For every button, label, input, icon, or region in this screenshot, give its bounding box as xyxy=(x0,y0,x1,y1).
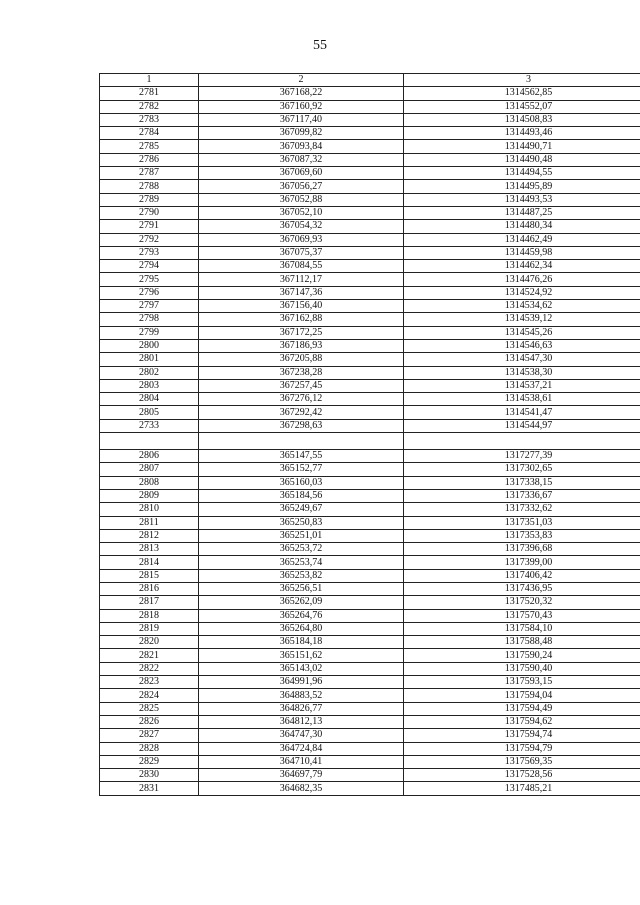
y-coordinate-cell: 1314493,53 xyxy=(404,193,640,206)
x-coordinate-cell: 365152,77 xyxy=(199,463,404,476)
table-row xyxy=(100,476,640,489)
point-number-cell: 2825 xyxy=(100,702,199,715)
x-coordinate-cell: 367276,12 xyxy=(199,393,404,406)
point-number-cell: 2803 xyxy=(100,379,199,392)
y-coordinate-cell: 1317353,83 xyxy=(404,529,640,542)
y-coordinate-cell xyxy=(404,433,640,450)
x-coordinate-cell: 364724,84 xyxy=(199,742,404,755)
y-coordinate-cell: 1317594,79 xyxy=(404,742,640,755)
x-coordinate-cell: 367298,63 xyxy=(199,419,404,432)
point-number-cell: 2808 xyxy=(100,476,199,489)
table-header-row xyxy=(100,74,640,87)
x-coordinate-cell: 365249,67 xyxy=(199,503,404,516)
y-coordinate-cell: 1317588,48 xyxy=(404,636,640,649)
y-coordinate-cell: 1314546,63 xyxy=(404,339,640,352)
table-row xyxy=(100,406,640,419)
y-coordinate-cell: 1317593,15 xyxy=(404,676,640,689)
y-coordinate-cell: 1317351,03 xyxy=(404,516,640,529)
x-coordinate-cell: 367292,42 xyxy=(199,406,404,419)
point-number-cell: 2793 xyxy=(100,246,199,259)
point-number-cell: 2784 xyxy=(100,127,199,140)
y-coordinate-cell: 1317396,68 xyxy=(404,543,640,556)
table-row xyxy=(100,206,640,219)
point-number-cell: 2827 xyxy=(100,729,199,742)
point-number-cell: 2819 xyxy=(100,622,199,635)
y-coordinate-cell: 1317528,56 xyxy=(404,769,640,782)
point-number-cell: 2795 xyxy=(100,273,199,286)
point-number-cell: 2824 xyxy=(100,689,199,702)
point-number-cell: 2812 xyxy=(100,529,199,542)
x-coordinate-cell: 367056,27 xyxy=(199,180,404,193)
x-coordinate-cell: 367069,60 xyxy=(199,167,404,180)
y-coordinate-cell: 1314552,07 xyxy=(404,100,640,113)
y-coordinate-cell: 1317594,62 xyxy=(404,715,640,728)
y-coordinate-cell: 1317594,04 xyxy=(404,689,640,702)
y-coordinate-cell: 1317399,00 xyxy=(404,556,640,569)
x-coordinate-cell: 367052,10 xyxy=(199,206,404,219)
point-number-cell: 2798 xyxy=(100,313,199,326)
y-coordinate-cell: 1317336,67 xyxy=(404,489,640,502)
y-coordinate-cell: 1317436,95 xyxy=(404,582,640,595)
x-coordinate-cell: 367112,17 xyxy=(199,273,404,286)
point-number-cell: 2822 xyxy=(100,662,199,675)
table-row xyxy=(100,569,640,582)
page-number: 55 xyxy=(313,38,327,53)
point-number-cell: 2811 xyxy=(100,516,199,529)
point-number-cell: 2806 xyxy=(100,450,199,463)
x-coordinate-cell: 367117,40 xyxy=(199,113,404,126)
point-number-cell: 2820 xyxy=(100,636,199,649)
x-coordinate-cell: 365256,51 xyxy=(199,582,404,595)
point-number-cell: 2804 xyxy=(100,393,199,406)
point-number-cell: 2787 xyxy=(100,167,199,180)
y-coordinate-cell: 1314493,46 xyxy=(404,127,640,140)
point-number-cell: 2802 xyxy=(100,366,199,379)
point-number-cell: 2796 xyxy=(100,286,199,299)
x-coordinate-cell: 365264,76 xyxy=(199,609,404,622)
header-cell-x: 2 xyxy=(199,74,404,87)
x-coordinate-cell: 367069,93 xyxy=(199,233,404,246)
y-coordinate-cell: 1317594,49 xyxy=(404,702,640,715)
table-row xyxy=(100,366,640,379)
x-coordinate-cell: 367186,93 xyxy=(199,339,404,352)
y-coordinate-cell: 1314494,55 xyxy=(404,167,640,180)
table-row xyxy=(100,489,640,502)
point-number-cell: 2786 xyxy=(100,153,199,166)
x-coordinate-cell: 364812,13 xyxy=(199,715,404,728)
y-coordinate-cell: 1317277,39 xyxy=(404,450,640,463)
x-coordinate-cell: 365151,62 xyxy=(199,649,404,662)
table-row xyxy=(100,516,640,529)
point-number-cell: 2790 xyxy=(100,206,199,219)
x-coordinate-cell: 367205,88 xyxy=(199,353,404,366)
x-coordinate-cell: 364710,41 xyxy=(199,755,404,768)
x-coordinate-cell: 367238,28 xyxy=(199,366,404,379)
x-coordinate-cell: 364747,30 xyxy=(199,729,404,742)
point-number-cell: 2816 xyxy=(100,582,199,595)
point-number-cell: 2781 xyxy=(100,87,199,100)
y-coordinate-cell: 1314545,26 xyxy=(404,326,640,339)
y-coordinate-cell: 1314562,85 xyxy=(404,87,640,100)
y-coordinate-cell: 1314459,98 xyxy=(404,246,640,259)
y-coordinate-cell: 1314544,97 xyxy=(404,419,640,432)
x-coordinate-cell: 364883,52 xyxy=(199,689,404,702)
table-row xyxy=(100,742,640,755)
point-number-cell: 2782 xyxy=(100,100,199,113)
table-row xyxy=(100,755,640,768)
point-number-cell: 2815 xyxy=(100,569,199,582)
table-row xyxy=(100,353,640,366)
y-coordinate-cell: 1314538,61 xyxy=(404,393,640,406)
table-row xyxy=(100,313,640,326)
y-coordinate-cell: 1314490,48 xyxy=(404,153,640,166)
table-row xyxy=(100,450,640,463)
table-row xyxy=(100,326,640,339)
table-row xyxy=(100,87,640,100)
x-coordinate-cell: 365184,18 xyxy=(199,636,404,649)
x-coordinate-cell: 367075,37 xyxy=(199,246,404,259)
table-row xyxy=(100,689,640,702)
x-coordinate-cell: 367099,82 xyxy=(199,127,404,140)
x-coordinate-cell xyxy=(199,433,404,450)
point-number-cell: 2788 xyxy=(100,180,199,193)
table-row xyxy=(100,286,640,299)
point-number-cell: 2817 xyxy=(100,596,199,609)
point-number-cell: 2791 xyxy=(100,220,199,233)
table-row xyxy=(100,113,640,126)
point-number-cell: 2821 xyxy=(100,649,199,662)
table-row xyxy=(100,596,640,609)
table-row xyxy=(100,260,640,273)
table-row xyxy=(100,556,640,569)
x-coordinate-cell: 367156,40 xyxy=(199,300,404,313)
y-coordinate-cell: 1314462,49 xyxy=(404,233,640,246)
table-row xyxy=(100,649,640,662)
table-row xyxy=(100,273,640,286)
y-coordinate-cell: 1317570,43 xyxy=(404,609,640,622)
table-row xyxy=(100,246,640,259)
x-coordinate-cell: 367054,32 xyxy=(199,220,404,233)
table-row xyxy=(100,433,640,450)
y-coordinate-cell: 1317338,15 xyxy=(404,476,640,489)
table-row xyxy=(100,702,640,715)
y-coordinate-cell: 1317590,24 xyxy=(404,649,640,662)
x-coordinate-cell: 367087,32 xyxy=(199,153,404,166)
point-number-cell: 2800 xyxy=(100,339,199,352)
x-coordinate-cell: 365251,01 xyxy=(199,529,404,542)
x-coordinate-cell: 364682,35 xyxy=(199,782,404,795)
x-coordinate-cell: 367052,88 xyxy=(199,193,404,206)
point-number-cell: 2831 xyxy=(100,782,199,795)
table-row xyxy=(100,233,640,246)
y-coordinate-cell: 1317590,40 xyxy=(404,662,640,675)
x-coordinate-cell: 365253,82 xyxy=(199,569,404,582)
y-coordinate-cell: 1314480,34 xyxy=(404,220,640,233)
x-coordinate-cell: 367084,55 xyxy=(199,260,404,273)
y-coordinate-cell: 1317302,65 xyxy=(404,463,640,476)
table-body xyxy=(100,87,640,795)
y-coordinate-cell: 1314495,89 xyxy=(404,180,640,193)
point-number-cell: 2783 xyxy=(100,113,199,126)
table-row xyxy=(100,180,640,193)
y-coordinate-cell: 1317332,62 xyxy=(404,503,640,516)
y-coordinate-cell: 1317485,21 xyxy=(404,782,640,795)
x-coordinate-cell: 364697,79 xyxy=(199,769,404,782)
y-coordinate-cell: 1314539,12 xyxy=(404,313,640,326)
point-number-cell: 2797 xyxy=(100,300,199,313)
x-coordinate-cell: 365253,72 xyxy=(199,543,404,556)
table-row xyxy=(100,622,640,635)
table-row xyxy=(100,100,640,113)
table-row xyxy=(100,543,640,556)
table-row xyxy=(100,715,640,728)
table-row xyxy=(100,529,640,542)
table-row xyxy=(100,300,640,313)
point-number-cell: 2809 xyxy=(100,489,199,502)
x-coordinate-cell: 367257,45 xyxy=(199,379,404,392)
y-coordinate-cell: 1314538,30 xyxy=(404,366,640,379)
point-number-cell: 2823 xyxy=(100,676,199,689)
x-coordinate-cell: 365184,56 xyxy=(199,489,404,502)
y-coordinate-cell: 1317594,74 xyxy=(404,729,640,742)
y-coordinate-cell: 1314547,30 xyxy=(404,353,640,366)
table-row xyxy=(100,220,640,233)
y-coordinate-cell: 1314534,62 xyxy=(404,300,640,313)
point-number-cell: 2830 xyxy=(100,769,199,782)
x-coordinate-cell: 365160,03 xyxy=(199,476,404,489)
table-row xyxy=(100,503,640,516)
point-number-cell: 2813 xyxy=(100,543,199,556)
y-coordinate-cell: 1317406,42 xyxy=(404,569,640,582)
y-coordinate-cell: 1314537,21 xyxy=(404,379,640,392)
x-coordinate-cell: 367147,36 xyxy=(199,286,404,299)
point-number-cell: 2807 xyxy=(100,463,199,476)
header-cell-point: 1 xyxy=(100,74,199,87)
point-number-cell: 2826 xyxy=(100,715,199,728)
point-number-cell: 2792 xyxy=(100,233,199,246)
x-coordinate-cell: 365253,74 xyxy=(199,556,404,569)
table-row xyxy=(100,127,640,140)
x-coordinate-cell: 365264,80 xyxy=(199,622,404,635)
y-coordinate-cell: 1314490,71 xyxy=(404,140,640,153)
y-coordinate-cell: 1314462,34 xyxy=(404,260,640,273)
point-number-cell: 2805 xyxy=(100,406,199,419)
x-coordinate-cell: 364826,77 xyxy=(199,702,404,715)
table-row xyxy=(100,662,640,675)
table-row xyxy=(100,582,640,595)
y-coordinate-cell: 1314541,47 xyxy=(404,406,640,419)
x-coordinate-cell: 367162,88 xyxy=(199,313,404,326)
header-cell-y: 3 xyxy=(404,74,640,87)
x-coordinate-cell: 365250,83 xyxy=(199,516,404,529)
point-number-cell: 2829 xyxy=(100,755,199,768)
table-row xyxy=(100,636,640,649)
point-number-cell: 2789 xyxy=(100,193,199,206)
coordinates-table xyxy=(99,73,640,796)
table-row xyxy=(100,140,640,153)
table-row xyxy=(100,339,640,352)
y-coordinate-cell: 1314476,26 xyxy=(404,273,640,286)
x-coordinate-cell: 365262,09 xyxy=(199,596,404,609)
table-row xyxy=(100,153,640,166)
point-number-cell xyxy=(100,433,199,450)
y-coordinate-cell: 1314508,83 xyxy=(404,113,640,126)
table-row xyxy=(100,676,640,689)
y-coordinate-cell: 1317584,10 xyxy=(404,622,640,635)
point-number-cell: 2733 xyxy=(100,419,199,432)
y-coordinate-cell: 1314524,92 xyxy=(404,286,640,299)
x-coordinate-cell: 367172,25 xyxy=(199,326,404,339)
table-row xyxy=(100,379,640,392)
y-coordinate-cell: 1317569,35 xyxy=(404,755,640,768)
point-number-cell: 2818 xyxy=(100,609,199,622)
y-coordinate-cell: 1317520,32 xyxy=(404,596,640,609)
table-row xyxy=(100,393,640,406)
point-number-cell: 2799 xyxy=(100,326,199,339)
x-coordinate-cell: 364991,96 xyxy=(199,676,404,689)
point-number-cell: 2794 xyxy=(100,260,199,273)
table-row xyxy=(100,769,640,782)
x-coordinate-cell: 367168,22 xyxy=(199,87,404,100)
x-coordinate-cell: 365147,55 xyxy=(199,450,404,463)
point-number-cell: 2810 xyxy=(100,503,199,516)
table-row xyxy=(100,609,640,622)
table-row xyxy=(100,193,640,206)
point-number-cell: 2801 xyxy=(100,353,199,366)
table-row xyxy=(100,419,640,432)
table-row xyxy=(100,729,640,742)
x-coordinate-cell: 367160,92 xyxy=(199,100,404,113)
table-row xyxy=(100,782,640,795)
x-coordinate-cell: 367093,84 xyxy=(199,140,404,153)
table-row xyxy=(100,167,640,180)
point-number-cell: 2814 xyxy=(100,556,199,569)
point-number-cell: 2828 xyxy=(100,742,199,755)
x-coordinate-cell: 365143,02 xyxy=(199,662,404,675)
table-row xyxy=(100,463,640,476)
point-number-cell: 2785 xyxy=(100,140,199,153)
y-coordinate-cell: 1314487,25 xyxy=(404,206,640,219)
